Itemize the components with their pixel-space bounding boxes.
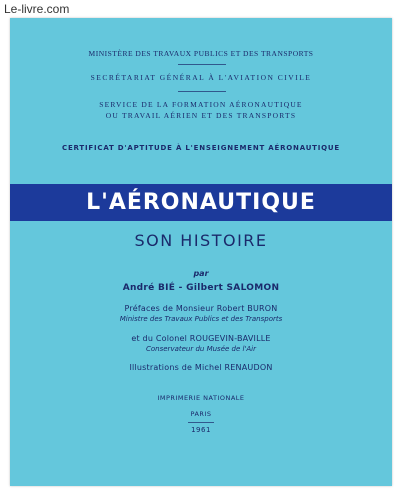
ministry-line: MINISTÈRE DES TRAVAUX PUBLICS ET DES TRANSPORTS bbox=[88, 49, 314, 58]
service-line-2: OU TRAVAIL AÉRIEN ET DES TRANSPORTS bbox=[105, 111, 297, 120]
book-cover bbox=[10, 18, 392, 486]
preface-1: Préfaces de Monsieur Robert BURON bbox=[124, 304, 278, 313]
book-title: L'AÉRONAUTIQUE bbox=[86, 190, 316, 215]
watermark: Le-livre.com bbox=[4, 2, 70, 16]
secretariat-line: SECRÉTARIAT GÉNÉRAL À L'AVIATION CIVILE bbox=[90, 73, 312, 82]
city: PARIS bbox=[190, 410, 212, 418]
certificate-line: CERTIFICAT D'APTITUDE À L'ENSEIGNEMENT AÉRONAUTIQUE bbox=[62, 144, 340, 152]
book-subtitle: SON HISTOIRE bbox=[134, 231, 268, 250]
preface-1-role: Ministre des Travaux Publics et des Transports bbox=[119, 315, 283, 323]
separator bbox=[178, 64, 226, 65]
year: 1961 bbox=[191, 426, 211, 434]
authors: André BIÉ - Gilbert SALOMON bbox=[122, 283, 280, 293]
by-label: par bbox=[193, 269, 209, 278]
preface-2: et du Colonel ROUGEVIN-BAVILLE bbox=[131, 334, 271, 343]
separator bbox=[188, 422, 214, 423]
printer: IMPRIMERIE NATIONALE bbox=[157, 394, 245, 402]
illustrations-credit: Illustrations de Michel RENAUDON bbox=[129, 363, 273, 372]
service-line-1: SERVICE DE LA FORMATION AÉRONAUTIQUE bbox=[99, 100, 303, 109]
preface-2-role: Conservateur du Musée de l'Air bbox=[146, 345, 256, 353]
separator bbox=[178, 91, 226, 92]
